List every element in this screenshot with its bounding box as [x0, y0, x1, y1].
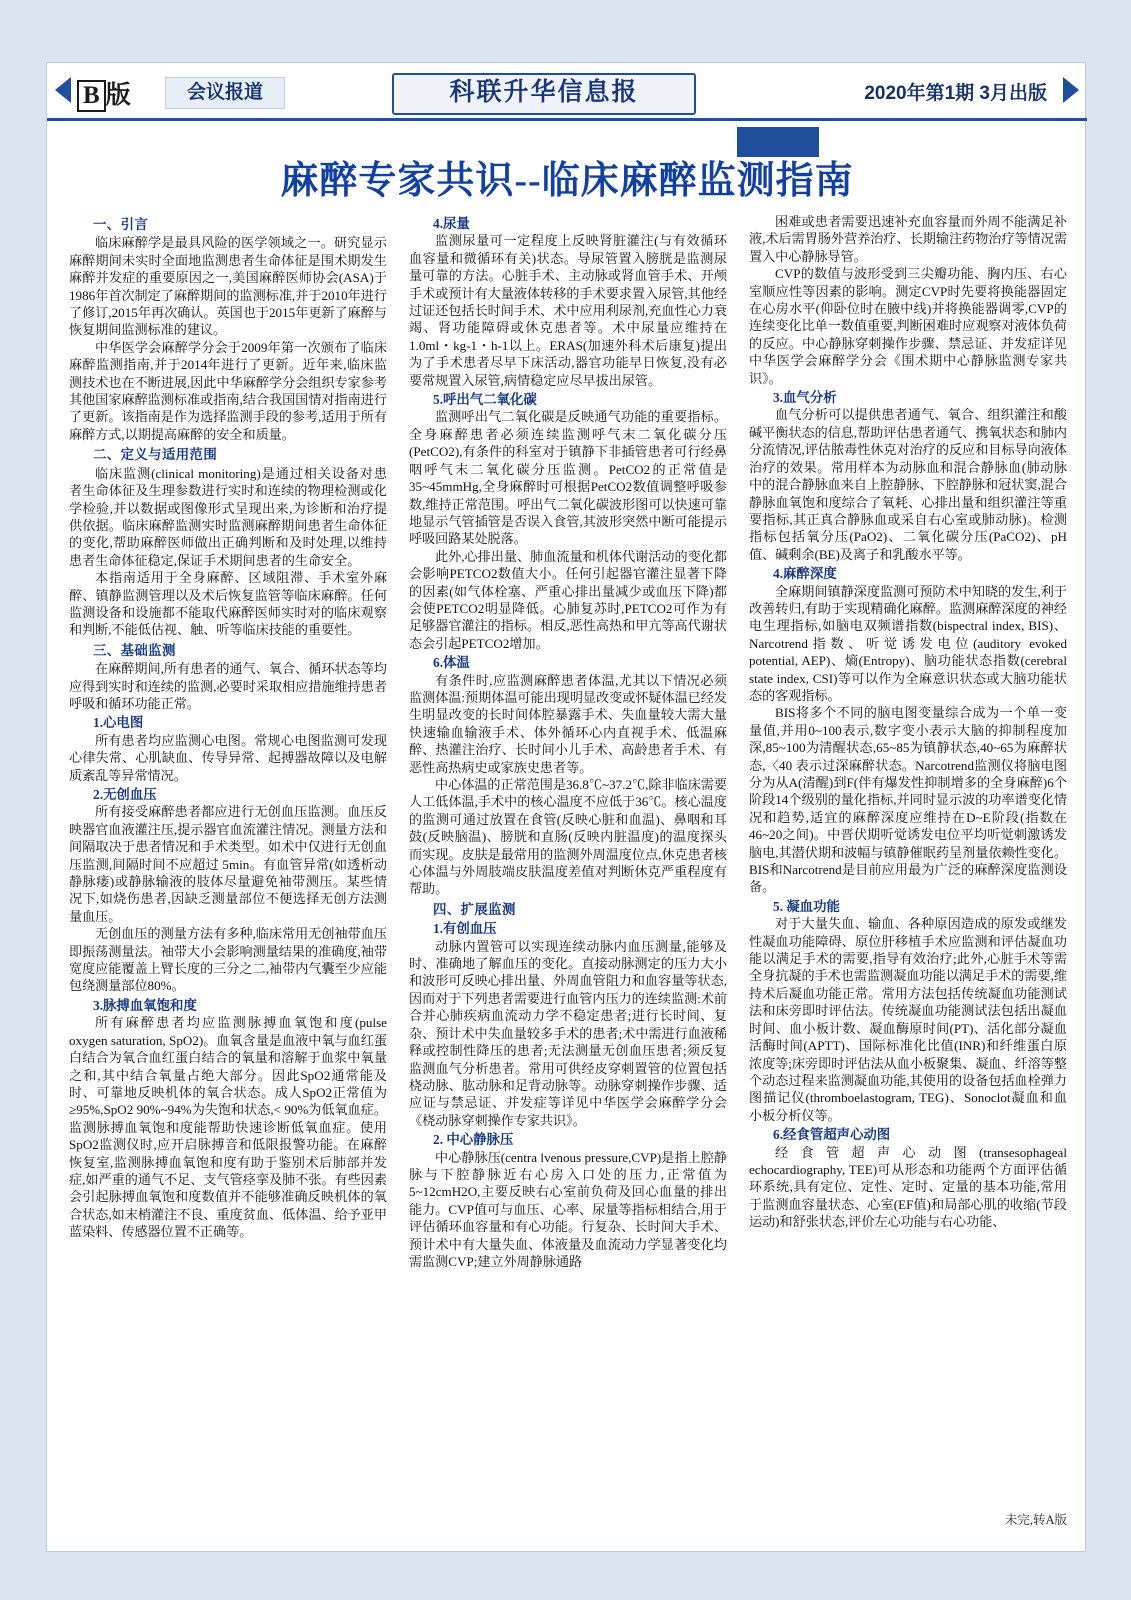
- triangle-right-icon: [1063, 77, 1079, 103]
- subsection-heading: 2.无创血压: [93, 787, 157, 802]
- article-columns: [69, 213, 1067, 1527]
- triangle-left-icon: [55, 77, 71, 103]
- subsection-heading: 2. 中心静脉压: [433, 1132, 514, 1148]
- issue-date: 2020年第1期 3月出版: [864, 83, 1047, 104]
- body-paragraph: 临床麻醉学是最具风险的医学领域之一。研究显示麻醉期间未实时全面地监测患者生命体征是围术期发生麻醉并发症的重要原因之一,美国麻醉医师协会(ASA)于1986年首次制定了麻醉期间的监测标准,并于2010年进行了修订,2015年再次确认。英国也于2015年更新了麻醉与恢复期间监测标准的建议。: [69, 235, 387, 338]
- section-tag: 会议报道: [165, 77, 285, 109]
- page-title: 麻醉专家共识--临床麻醉监测指南: [280, 160, 854, 202]
- subsection-heading: 6.体温: [433, 655, 470, 671]
- body-paragraph: 临床监测(clinical monitoring)是通过相关设备对患者生命体征及生理参数进行实时和连续的物理检测或化学检验,并以数据或图像形式呈现出来,为诊断和治疗提供依据。临床麻醉监测实时监测麻醉期间患者生命体征的变化,帮助麻醉医师做出正确判断和及时处理,以维持患者生命体征稳定,保证手术期间患者的生命安全。: [69, 465, 387, 568]
- body-paragraph: 本指南适用于全身麻醉、区域阻滞、手术室外麻醉、镇静监测管理以及术后恢复监管等临床麻醉。任何监测设备和设施都不能取代麻醉医师实时对的临床观察和判断,不能低估视、触、听等临床技能的重要性。: [69, 570, 387, 638]
- subsection-heading: 1.有创血压: [433, 921, 497, 937]
- body-paragraph: 对于大量失血、输血、各种原因造成的原发或继发性凝血功能障碍、原位肝移植手术应监测和评估凝血功能以满足手术的需要,指导有效治疗;此外,心脏手术等需全身抗凝的手术也需监测凝血功能以满足手术的需要,维持术后凝血功能正常。常用方法包括传统凝血功能测试法和床旁即时评估法。传统凝血功能测试法包括出凝血时间、血小板计数、凝血酶原时间(PT)、活化部分凝血活酶时间(APTT)、国际标准化比值(INR)和纤维蛋白原浓度等;床旁即时评估法从血小板聚集、凝血、纤溶等整个动态过程来监测凝血功能,其使用的设备包括血栓弹力图描记仪(thromboelastogram, TEG)、Sonoclot凝血和血小板分析仪等。: [749, 916, 1067, 1123]
- body-paragraph: 所有患者均应监测心电图。常规心电图监测可发现心律失常、心肌缺血、传导异常、起搏器故障以及电解质紊乱等异常情况。: [69, 732, 387, 783]
- column-1: [69, 213, 387, 1523]
- subsection-heading: 3.血气分析: [773, 390, 837, 406]
- subsection-heading: 4.麻醉深度: [773, 566, 837, 582]
- continuation-note: 未完,转A版: [1004, 1512, 1067, 1527]
- body-paragraph: 动脉内置管可以实现连续动脉内血压测量,能够及时、准确地了解血压的变化。直接动脉测定的压力大小和波形可反映心排出量、外周血管阻力和血容量等状态,因而对于下列患者需要进行血管内压力的连续监测:术前合并心肺疾病血流动力学不稳定患者;进行长时间、复杂、预计术中失血量较多手术的患者;术中需进行血液稀释或控制性降压的患者;无法测量无创血压患者;须反复监测血气分析患者。常用可供经皮穿刺置管的位置包括桡动脉、肱动脉和足背动脉等。动脉穿刺操作步骤、适应证与禁忌证、并发症等详见中华医学会麻醉学分会《桡动脉穿刺操作专家共识》。: [409, 938, 727, 1128]
- section-heading: 三、基础监测: [93, 642, 176, 658]
- subsection-heading: 4.尿量: [433, 216, 470, 231]
- section-heading: 一、引言: [93, 217, 149, 232]
- section-heading: 四、扩展监测: [433, 901, 516, 917]
- body-paragraph: 有条件时,应监测麻醉患者体温,尤其以下情况必须监测体温:预期体温可能出现明显改变或怀疑体温已经发生明显改变的长时间体腔暴露手术、失血量较大需大量快速输血输液手术、体外循环心内直视手术、低温麻醉、热灌注治疗、长时间小儿手术、高龄患者手术、有恶性高热病史或家族史患者等。: [409, 672, 727, 775]
- body-paragraph: 监测呼出气二氧化碳是反映通气功能的重要指标。全身麻醉患者必须连续监测呼气末二氧化碳分压(PetCO2),有条件的科室对于镇静下非插管患者可行经鼻咽呼气末二氧化碳分压监测。PetCO2的正常值是35~45mmHg,全身麻醉时可根据PetCO2数值调整呼吸参数,维持正常范围。呼出气二氧化碳波形图可以快速可靠地显示气管插管是否误入食管,其波形突然中断可能提示呼吸回路某处脱落。: [409, 409, 727, 547]
- subsection-heading: 5.呼出气二氧化碳: [433, 392, 537, 408]
- body-paragraph: 经食管超声心动图(transesophageal echocardiography, TEE)可从形态和功能两个方面评估循环系统,具有定位、定性、定时、定量的基本功能,常用于监测血容量状态、心室(EF值)和局部心肌的收缩(节段运动)和舒张状态,评价左心功能与右心功能、: [749, 1144, 1067, 1230]
- subsection-heading: 5. 凝血功能: [773, 898, 840, 914]
- subsection-heading: 1.心电图: [93, 715, 144, 731]
- body-paragraph: 血气分析可以提供患者通气、氧合、组织灌注和酸碱平衡状态的信息,帮助评估患者通气、携氧状态和肺内分流情况,评估脓毒性休克对治疗的反应和目标导向液体治疗的效果。常用样本为动脉血和混合静脉血(肺动脉中的混合静脉血来自上腔静脉、下腔静脉和冠状窦,混合静脉血氧饱和度综合了氧耗、心排出量和组织灌注等重要指标,其正真合静脉血或采自右心室或肺动脉)。检测指标包括氧分压(PaO2)、二氧化碳分压(PaCO2)、pH值、碱剩余(BE)及离子和乳酸水平等。: [749, 407, 1067, 562]
- body-paragraph: 所有接受麻醉患者都应进行无创血压监测。血压反映器官血液灌注压,提示器官血流灌注情况。测量方法和间隔取决于患者情况和手术类型。如术中仅进行无创血压监测,间隔时间不应超过 5min。有血管异常(如透析动静脉瘘)或静脉输液的肢体尽量避免袖带测压。某些情况下,如烧伤患者,因缺乏测量部位不便选择无创方法测量血压。: [69, 804, 387, 924]
- body-paragraph: 中华医学会麻醉学分会于2009年第一次颁布了临床麻醉监测指南,并于2014年进行了更新。近年来,临床监测技术也在不断进展,因此中华麻醉学分会组织专家参考其他国家麻醉监测标准或指南,结合我国国情对指南进行了更新。该指南是作为选择监测手段的参考,适用于所有麻醉方式,以期提高麻醉的安全和质量。: [69, 339, 387, 442]
- page-left-margin: [0, 0, 46, 1600]
- edition-letter: B: [77, 80, 106, 112]
- body-paragraph: 此外,心排出量、肺血流量和机体代谢活动的变化都会影响PETCO2数值大小。任何引起器官灌注显著下降的因素(如气体栓塞、严重心排出量减少或血压下降)都会使PETCO2明显降低。心肺复苏时,PETCO2可作为有足够器官灌注的指标。相反,恶性高热和甲亢等高代谢状态会引起PETCO2增加。: [409, 548, 727, 651]
- column-3: [749, 213, 1067, 1527]
- subsection-heading: 3.脉搏血氧饱和度: [93, 997, 197, 1013]
- subsection-heading: 6.经食管超声心动图: [773, 1127, 891, 1143]
- edition-label: [77, 75, 131, 112]
- body-paragraph: 困难或患者需要迅速补充血容量而外周不能满足补液,术后需胃肠外营养治疗、长期输注药物治疗等情况需置入中心静脉导管。: [749, 214, 1067, 264]
- paper-name: 科联升华信息报: [392, 73, 696, 115]
- body-paragraph: CVP的数值与波形受到三尖瓣功能、胸内压、右心室顺应性等因素的影响。测定CVP时先要将换能器固定在心房水平(仰卧位时在腋中线)并将换能器调零,CVP的连续变化比单一数值重要,判断困难时应观察对液体负荷的反应。中心静脉穿刺操作步骤、禁忌证、并发症详见中华医学会麻醉学分会《围术期中心静脉监测专家共识》。: [749, 266, 1067, 386]
- title-block: [47, 121, 1087, 213]
- body-paragraph: 全麻期间镇静深度监测可预防术中知晓的发生,利于改善转归,有助于实现精确化麻醉。监测麻醉深度的神经电生理指标,如脑电双频谱指数(bispectral index, BIS)、Narcotrend指数、听觉诱发电位(auditory evoked potential, AEP)、熵(Entropy)、脑功能状态指数(cerebral state index, CSI)等可以作为全麻意识状态或大脑功能状态的客观指标。: [749, 583, 1067, 703]
- body-paragraph: 监测尿量可一定程度上反映肾脏灌注(与有效循环血容量和微循环有关)状态。导尿管置入膀胱是监测尿量可靠的方法。心脏手术、主动脉或肾血管手术、开颅手术或预计有大量液体转移的手术要求置入尿管,其他经过证还包括长时间手术、术中应用利尿剂,充血性心力衰竭、肾功能障碍或休克患者等。术中尿量应维持在1.0ml・kg-1・h-1以上。ERAS(加速外科术后康复)提出为了手术患者尽早下床活动,器官功能早日恢复,没有必要常规置入尿管,病情稳定应尽早拔出尿管。: [409, 233, 727, 388]
- edition-suffix: 版: [105, 81, 131, 109]
- body-paragraph: 中心静脉压(centra lvenous pressure,CVP)是指上腔静脉与下腔静脉近右心房入口处的压力,正常值为5~12cmH2O,主要反映右心室前负荷及回心血量的排出能力。CVP值可与血压、心率、尿量等指标相结合,用于评估循环血容量和有心功能。行复杂、长时间大手术、预计术中有大量失血、体液量及血流动力学显著变化均需监测CVP;建立外周静脉通路: [409, 1149, 727, 1269]
- page-sheet: [46, 62, 1086, 1552]
- body-paragraph: 在麻醉期间,所有患者的通气、氧合、循环状态等均应得到实时和连续的监测,必要时采取相应措施维持患者呼吸和循环功能正常。: [69, 661, 387, 711]
- body-paragraph: BIS将多个不同的脑电图变量综合成为一个单一变量值,并用0~100表示,数字变小表示大脑的抑制程度加深,85~100为清醒状态,65~85为镇静状态,40~65为麻醉状态,〈40 表示过深麻醉状态。Narcotrend监测仪将脑电图分为从A(清醒)到F(伴有爆发性抑制增多的全身麻醉)6个阶段14个级别的量化指标,并同时显示波的功率谱变化情况和趋势,适宜的麻醉深度应维持在D~E阶段(指数在46~20之间)。中晋伏期听觉诱发电位平均听觉刺激诱发脑电,其潜伏期和波幅与镇静催眠药呈剂量依赖性变化。BIS和Narcotrend是目前应用最为广泛的麻醉深度监测设备。: [749, 705, 1067, 895]
- body-paragraph: 中心体温的正常范围是36.8℃~37.2℃,除非临床需要人工低体温,手术中的核心温度不应低于36℃。核心温度的监测可通过放置在食管(反映心脏和血温)、鼻咽和耳鼓(反映脑温)、膀胱和直肠(反映内脏温度)的温度探头而实现。皮肤是最常用的监测外周温度位点,休克患者核心体温与外周肢端皮肤温度差值对判断休克严重程度有帮助。: [409, 777, 727, 897]
- body-paragraph: 无创血压的测量方法有多种,临床常用无创袖带血压即振荡测量法。袖带大小会影响测量结果的准确度,袖带宽度应能覆盖上臂长度的三分之二,袖带内气囊至少应能包绕测量部位80%。: [69, 926, 387, 994]
- column-2: [409, 213, 727, 1523]
- body-paragraph: 所有麻醉患者均应监测脉搏血氧饱和度(pulse oxygen saturation, SpO2)。血氧含量是血液中氧与血红蛋白结合为氧合血红蛋白结合的氧量和溶解于血浆中氧量之和,其中结合氧量占绝大部分。因此SpO2通常能及时、可靠地反映机体的氧合状态。成人SpO2正常值为≥95%,SpO2 90%~94%为失饱和状态,< 90%为低氧血症。监测脉搏血氧饱和度能帮助快速诊断低氧血症。使用SpO2监测仪时,应开启脉搏音和低限报警功能。在麻醉恢复室,监测脉搏血氧饱和度有助于鉴别术后肺部并发症,如严重的通气不足、支气管痉挛及肺不张。有些因素会引起脉搏血氧饱和度数值并不能够准确反映机体的氧合状态,如末梢灌注不良、重度贫血、低体温、给予亚甲蓝染料、传感器位置不正确等。: [69, 1015, 387, 1240]
- section-heading: 二、定义与适用范围: [93, 447, 218, 463]
- masthead: [47, 63, 1087, 121]
